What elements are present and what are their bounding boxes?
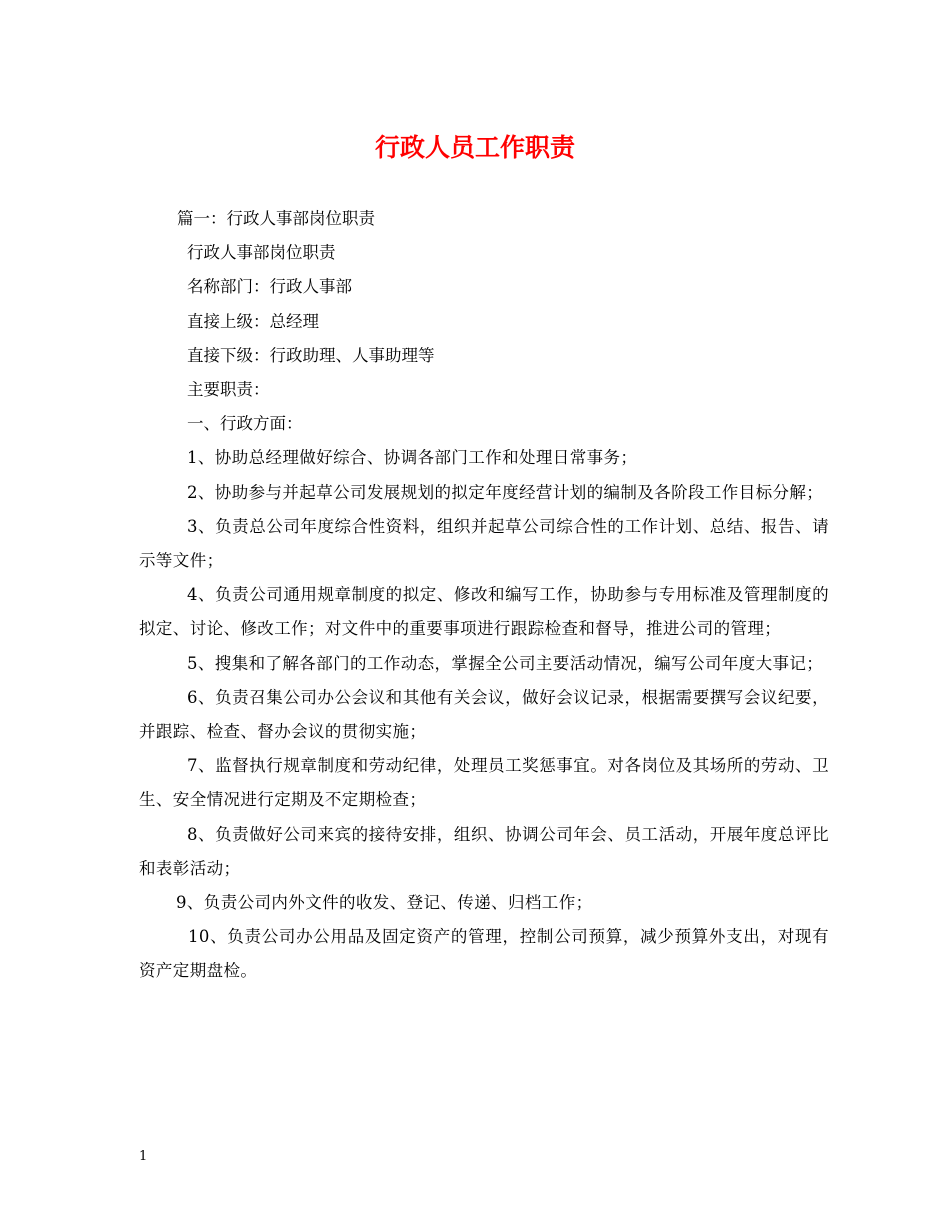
subordinates-line: 直接下级：行政助理、人事助理等 (187, 345, 435, 365)
supervisor-line: 直接上级：总经理 (187, 311, 319, 331)
page-number: 1 (139, 1149, 148, 1164)
duty-item: 4、负责公司通用规章制度的拟定、修改和编写工作，协助参与专用标准及管理制度的拟定、讨论、修改工作；对文件中的重要事项进行跟踪检查和督导，推进公司的管理； (139, 585, 829, 639)
duty-item: 7、监督执行规章制度和劳动纪律，处理员工奖惩事宜。对各岗位及其场所的劳动、卫生、安全情况进行定期及不定期检查； (139, 756, 829, 810)
duty-item: 6、负责召集公司办公会议和其他有关会议，做好会议记录，根据需要撰写会议纪要，并跟踪、检查、督办会议的贯彻实施； (139, 687, 829, 742)
duty-item: 1、协助总经理做好综合、协调各部门工作和处理日常事务； (187, 448, 638, 468)
admin-heading: 一、行政方面： (187, 414, 303, 434)
duty-item: 8、负责做好公司来宾的接待安排，组织、协调公司年会、员工活动，开展年度总评比和表彰活动； (139, 824, 829, 878)
duty-item: 10、负责公司办公用品及固定资产的管理，控制公司预算，减少预算外支出，对现有资产定期盘检。 (139, 927, 829, 981)
duty-item: 5、搜集和了解各部门的工作动态，掌握全公司主要活动情况，编写公司年度大事记； (187, 653, 824, 673)
section-subtitle: 行政人事部岗位职责 (187, 243, 336, 263)
document-title: 行政人员工作职责 (374, 133, 575, 162)
duty-item: 9、负责公司内外文件的收发、登记、传递、归档工作； (176, 893, 593, 913)
duty-item: 3、负责总公司年度综合性资料，组织并起草公司综合性的工作计划、总结、报告、请示等文件； (139, 516, 829, 571)
document-body (139, 202, 829, 989)
duty-item: 2、协助参与并起草公司发展规划的拟定年度经营计划的编制及各阶段工作目标分解； (187, 482, 824, 502)
section-heading: 篇一：行政人事部岗位职责 (177, 209, 375, 228)
department-line: 名称部门：行政人事部 (187, 277, 352, 297)
main-duties-heading: 主要职责： (187, 380, 270, 400)
